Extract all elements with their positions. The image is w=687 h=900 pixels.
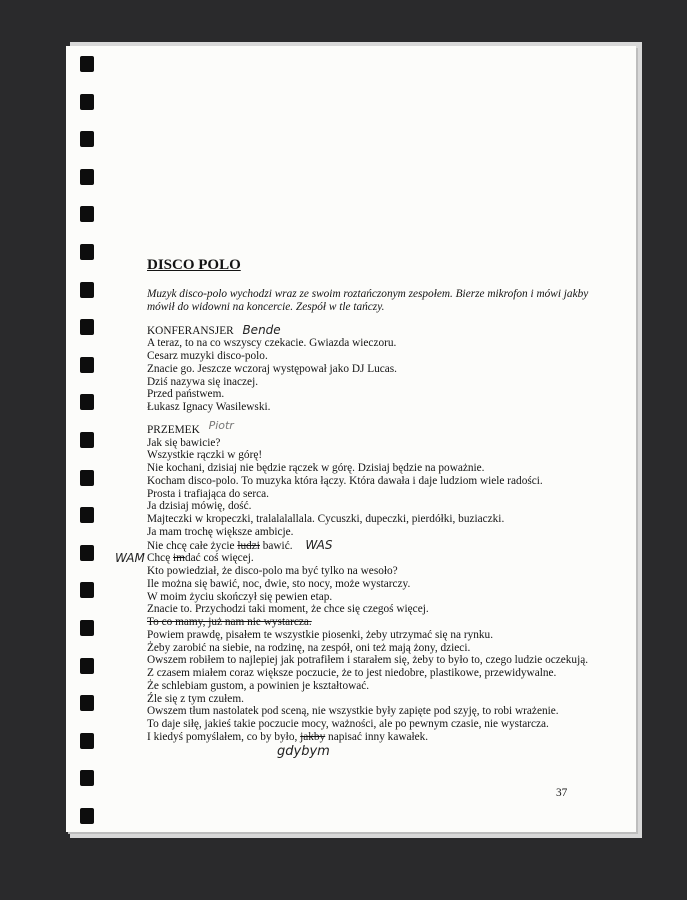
dialogue-line: Owszem tłum nastolatek pod sceną, nie wszystkie były zapięte pod szyję, to robi wrażenie. <box>147 705 559 718</box>
dialogue-line: Cesarz muzyki disco-polo. <box>147 350 268 362</box>
handwritten-correction: gdybym <box>277 743 330 759</box>
speaker-name <box>147 418 607 437</box>
speaker-label: PRZEMEK <box>147 423 200 436</box>
handwritten-note: WAS <box>305 537 333 552</box>
binding-ring <box>80 620 94 636</box>
dialogue-line: Znacie go. Jeszcze wczoraj występował jako DJ Lucas. <box>147 362 397 375</box>
dialogue-line: Przed państwem. <box>147 388 225 401</box>
dialogue-line: WAM Chcę imdać coś więcej. <box>115 551 254 566</box>
struck-line: To co mamy, już nam nie wystarcza. <box>147 616 312 628</box>
binding-ring <box>80 56 94 72</box>
dialogue-line: Kocham disco-polo. To muzyka która łączy. Która dawała i daje ludziom wiele radości. <box>147 474 543 487</box>
struck-word: ludzi <box>237 539 260 552</box>
dialogue-line: Kto powiedział, że disco-polo ma być tylko na wesoło? <box>147 565 398 577</box>
document-title: DISCO POLO <box>147 257 241 273</box>
struck-word: im <box>173 552 185 565</box>
dialogue-block <box>147 437 607 539</box>
binding-ring <box>80 94 94 110</box>
dialogue-block <box>147 565 607 616</box>
spiral-binding <box>76 46 98 832</box>
dialogue-line: Ile można się bawić, noc, dwie, sto nocy, może wystarczy. <box>147 577 411 590</box>
binding-ring <box>80 658 94 674</box>
binding-ring <box>80 695 94 711</box>
dialogue-line: Dziś nazywa się inaczej. <box>147 375 259 388</box>
struck-word: jakby <box>300 730 326 743</box>
document-content <box>115 256 607 759</box>
binding-ring <box>80 282 94 298</box>
binding-ring <box>80 770 94 786</box>
dialogue-block <box>147 629 607 731</box>
speaker-name <box>147 324 607 338</box>
dialogue-line: Prosta i trafiająca do serca. <box>147 487 270 500</box>
handwritten-margin-note: WAM <box>115 551 145 566</box>
binding-ring <box>80 432 94 448</box>
dialogue-line: Źle się z tym czułem. <box>147 692 244 705</box>
dialogue-line: Owszem robiłem to najlepiej jak potrafiłem i starałem się, żeby to było to, czego ludzie oczekują. <box>147 654 589 667</box>
dialogue-line: Wszystkie rączki w górę! <box>147 449 263 462</box>
dialogue-line: Nie kochani, dzisiaj nie będzie rączek w górę. Dzisiaj będzie na poważnie. <box>147 462 485 474</box>
dialogue-line: Majteczki w kropeczki, tralalalallala. Cycuszki, dupeczki, pierdółki, buziaczki. <box>147 513 505 525</box>
dialogue-line: To daje siłę, jakieś takie poczucie mocy, ważności, ale po pewnym czasie, nie wystarcza. <box>147 718 549 730</box>
dialogue-line: W moim życiu skończył się pewien etap. <box>147 590 333 603</box>
dialogue-line: Ja dzisiaj mówię, dość. <box>147 500 252 513</box>
dialogue-line: Znacie to. Przychodzi taki moment, że chce się czegoś więcej. <box>147 603 429 616</box>
stage-direction: Muzyk disco-polo wychodzi wraz ze swoim roztańczonym zespołem. Bierze mikrofon i mówi jakby mówił do widowni na koncercie. Zespół w tle tańczy. <box>147 288 589 313</box>
binding-ring <box>80 169 94 185</box>
dialogue-line: Powiem prawdę, pisałem te wszystkie piosenki, żeby utrzymać się na rynku. <box>147 628 494 641</box>
dialogue-line: Nie chcę całe życie ludzi bawić. WAS <box>147 537 333 552</box>
binding-ring <box>80 507 94 523</box>
handwritten-note: Piotr <box>208 418 234 432</box>
dialogue-line: I kiedyś pomyślałem, co by było, jakby napisać inny kawałek. <box>147 730 429 743</box>
page-number: 37 <box>556 787 568 799</box>
binding-ring <box>80 206 94 222</box>
binding-ring <box>80 394 94 410</box>
handwritten-note: Bende <box>242 322 281 337</box>
dialogue-line: Ja mam trochę większe ambicje. <box>147 525 294 538</box>
binding-ring <box>80 131 94 147</box>
speaker-label: KONFERANSJER <box>147 324 234 337</box>
binding-ring <box>80 545 94 561</box>
dialogue-line: A teraz, to na co wszyscy czekacie. Gwiazda wieczoru. <box>147 337 397 350</box>
dialogue-block <box>147 337 607 414</box>
dialogue-line: Jak się bawicie? <box>147 436 221 449</box>
dialogue-line: Że schlebiam gustom, a powinien je kształtować. <box>147 679 370 692</box>
binding-ring <box>80 582 94 598</box>
dialogue-line: Łukasz Ignacy Wasilewski. <box>147 401 271 413</box>
binding-ring <box>80 470 94 486</box>
binding-ring <box>80 808 94 824</box>
binding-ring <box>80 357 94 373</box>
binding-ring <box>80 733 94 749</box>
dialogue-line: Żeby zarobić na siebie, na rodzinę, na zespół, oni też mają żony, dzieci. <box>147 641 471 654</box>
dialogue-line: Z czasem miałem coraz większe poczucie, że to jest niedobre, plastikowe, przewidywalne. <box>147 667 557 679</box>
binding-ring <box>80 319 94 335</box>
binding-ring <box>80 244 94 260</box>
